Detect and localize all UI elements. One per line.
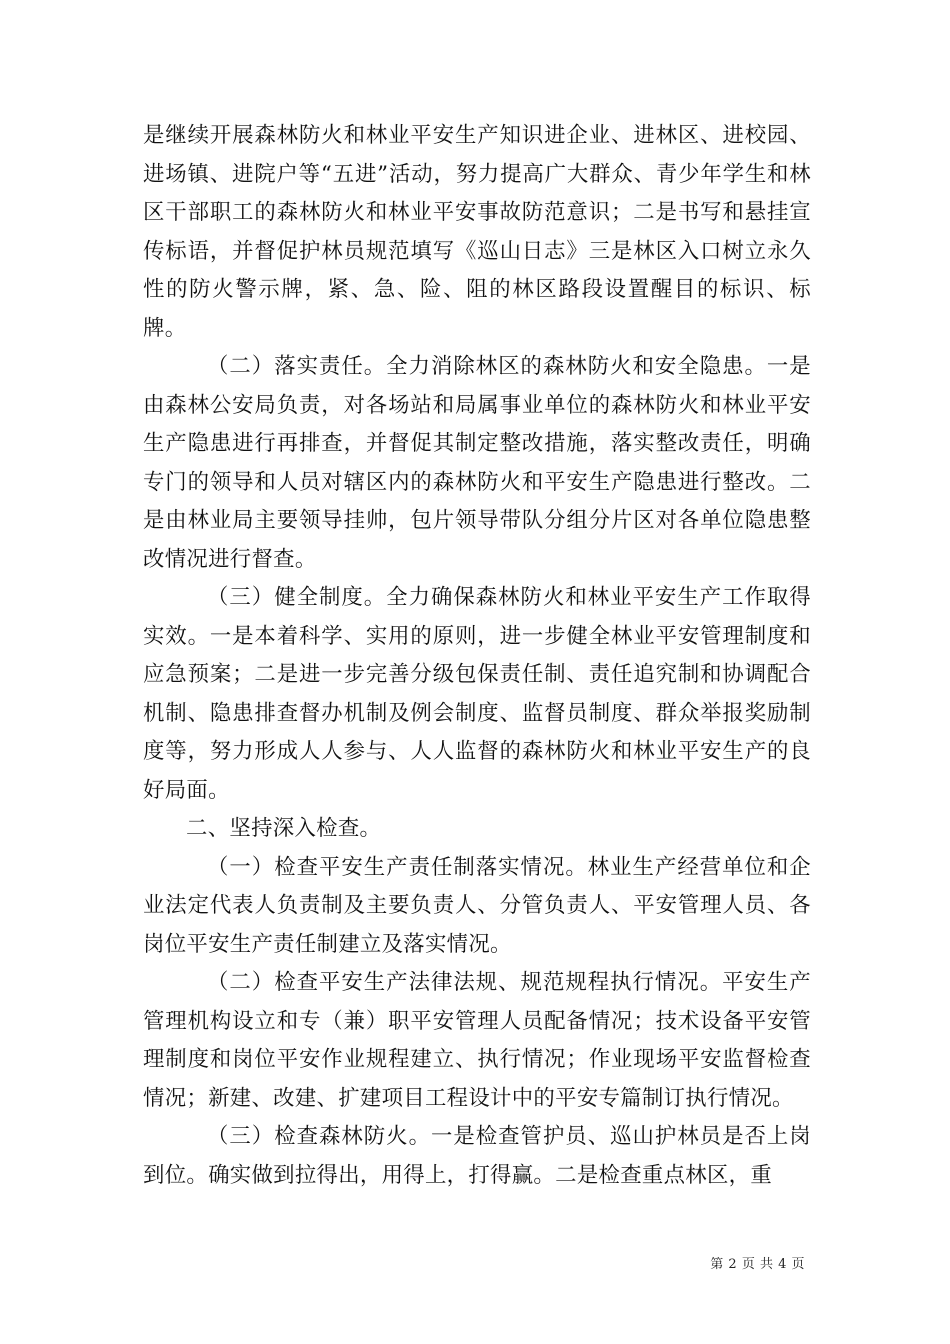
paragraph-check-laws-regulations: （二）检查平安生产法律法规、规范规程执行情况。平安生产管理机构设立和专（兼）职平安管理人员配备情况；技术设备平安管理制度和岗位平安作业规程建立、执行情况；作业现场平安监督检查情况；新建、改建、扩建项目工程设计中的平安专篇制订执行情况。 [143, 970, 811, 1111]
document-body [143, 117, 811, 1195]
paragraph-check-forest-fire: （三）检查森林防火。一是检查管护员、巡山护林员是否上岗到位。确实做到拉得出，用得上，打得赢。二是检查重点林区，重 [143, 1124, 811, 1188]
paragraph-improve-system: （三）健全制度。全力确保森林防火和林业平安生产工作取得实效。一是本着科学、实用的原则，进一步健全林业平安管理制度和应急预案；二是进一步完善分级包保责任制、责任追究制和协调配合机制、隐患排查督办机制及例会制度、监督员制度、群众举报奖励制度等，努力形成人人参与、人人监督的森林防火和林业平安生产的良好局面。 [143, 585, 811, 803]
section-heading-inspection: 二、坚持深入检查。 [186, 816, 382, 841]
paragraph-check-responsibility-system: （一）检查平安生产责任制落实情况。林业生产经营单位和企业法定代表人负责制及主要负责人、分管负责人、平安管理人员、各岗位平安生产责任制建立及落实情况。 [143, 854, 811, 957]
paragraph-continuation: 是继续开展森林防火和林业平安生产知识进企业、进林区、进校园、进场镇、进院户等“五进”活动，努力提高广大群众、青少年学生和林区干部职工的森林防火和林业平安事故防范意识；二是书写和悬挂宣传标语，并督促护林员规范填写《巡山日志》三是林区入口树立永久性的防火警示牌，紧、急、险、阻的林区路段设置醒目的标识、标牌。 [143, 123, 811, 341]
paragraph-implement-responsibility: （二）落实责任。全力消除林区的森林防火和安全隐患。一是由森林公安局负责，对各场站和局属事业单位的森林防火和林业平安生产隐患进行再排查，并督促其制定整改措施，落实整改责任，明确专门的领导和人员对辖区内的森林防火和平安生产隐患进行整改。二是由林业局主要领导挂帅，包片领导带队分组分片区对各单位隐患整改情况进行督查。 [143, 354, 811, 572]
page-number-footer: 第 2 页 共 4 页 [710, 1257, 805, 1272]
